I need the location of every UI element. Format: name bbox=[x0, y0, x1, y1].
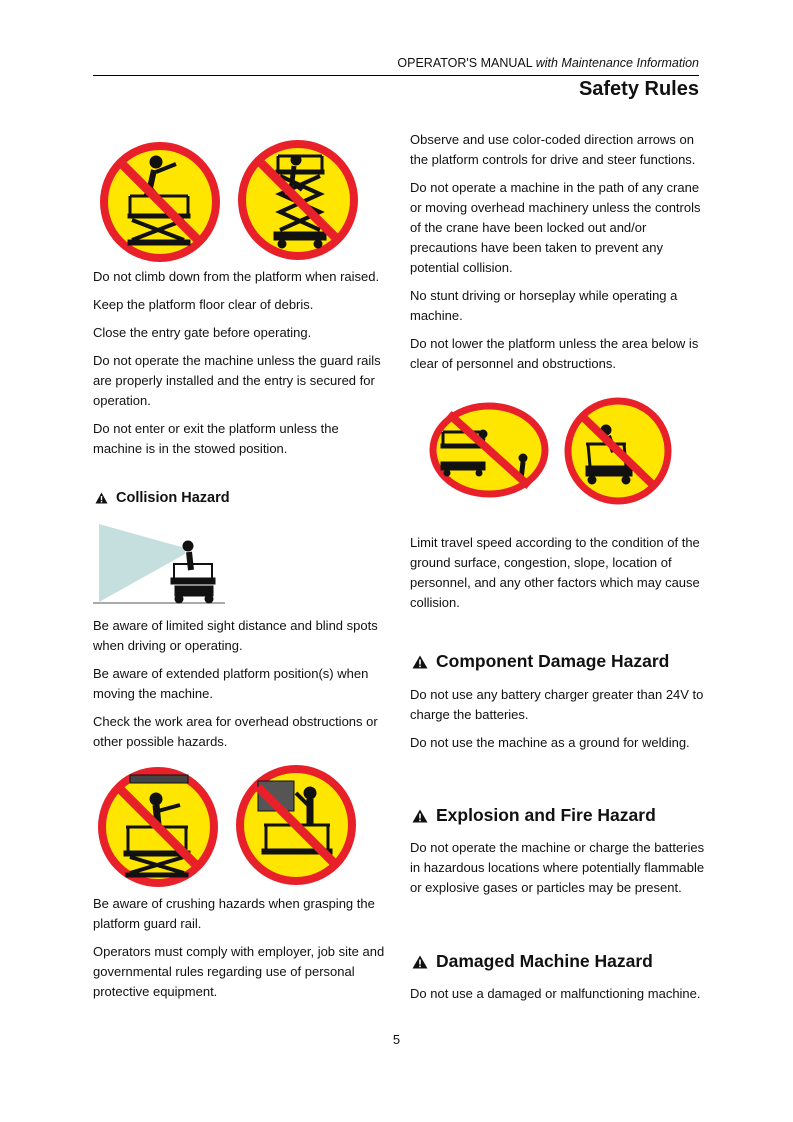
running-header bbox=[93, 56, 699, 70]
warning-icon bbox=[412, 655, 428, 669]
blind-spot-diagram bbox=[93, 520, 228, 606]
paragraph: Do not operate the machine or charge the batteries in hazardous locations where potentially flammable or explosive gases or particles may be present. bbox=[410, 840, 705, 895]
paragraph: Do not use the machine as a ground for welding. bbox=[410, 735, 690, 750]
right-block-2 bbox=[410, 533, 705, 621]
paragraph: Do not enter or exit the platform unless the machine is in the stowed position. bbox=[93, 421, 339, 456]
left-block-2 bbox=[93, 616, 388, 760]
manual-title: OPERATOR'S MANUAL bbox=[397, 56, 533, 70]
no-climbing-rails-sign bbox=[98, 140, 222, 264]
header-rule bbox=[93, 75, 699, 76]
paragraph: Operators must comply with employer, job site and governmental rules regarding use of personal protective equipment. bbox=[93, 944, 385, 999]
page-number: 5 bbox=[392, 1032, 401, 1047]
warning-icon bbox=[412, 955, 428, 969]
paragraph: Close the entry gate before operating. bbox=[93, 325, 312, 340]
paragraph: Do not climb down from the platform when raised. bbox=[93, 269, 380, 284]
warning-icon bbox=[95, 492, 108, 504]
damaged-machine-text bbox=[410, 984, 705, 1012]
paragraph: Check the work area for overhead obstructions or other possible hazards. bbox=[93, 714, 378, 749]
paragraph: Observe and use color-coded direction arrows on the platform controls for drive and steer functions. bbox=[410, 132, 696, 167]
paragraph: Keep the platform floor clear of debris. bbox=[93, 297, 314, 312]
paragraph: Do not use a damaged or malfunctioning machine. bbox=[410, 986, 701, 1001]
paragraph: Be aware of crushing hazards when grasping the platform guard rail. bbox=[93, 896, 375, 931]
paragraph: Do not operate a machine in the path of any crane or moving overhead machinery unless the controls of the crane have been locked out and/or precautions have been taken to prevent any potential collision. bbox=[410, 180, 701, 275]
paragraph: Be aware of extended platform position(s) when moving the machine. bbox=[93, 666, 369, 701]
no-climbing-scissor-sign bbox=[236, 138, 360, 262]
explosion-fire-text bbox=[410, 838, 705, 906]
paragraph: Do not operate the machine unless the guard rails are properly installed and the entry is secured for operation. bbox=[93, 353, 381, 408]
left-block-3 bbox=[93, 894, 388, 1010]
crush-hazard-sign-1 bbox=[96, 765, 220, 889]
collision-hazard-heading: Collision Hazard bbox=[95, 490, 230, 506]
paragraph: Do not lower the platform unless the area below is clear of personnel and obstructions. bbox=[410, 336, 699, 371]
section-title: Safety Rules bbox=[578, 78, 699, 100]
explosion-fire-heading: Explosion and Fire Hazard bbox=[412, 805, 656, 826]
damaged-machine-heading: Damaged Machine Hazard bbox=[412, 951, 653, 972]
paragraph: Do not use any battery charger greater than 24V to charge the batteries. bbox=[410, 687, 704, 722]
warning-icon bbox=[412, 809, 428, 823]
manual-subtitle: with Maintenance Information bbox=[535, 56, 699, 70]
paragraph: Be aware of limited sight distance and blind spots when driving or operating. bbox=[93, 618, 378, 653]
paragraph: No stunt driving or horseplay while operating a machine. bbox=[410, 288, 678, 323]
no-lowering-personnel-sign bbox=[427, 400, 551, 500]
left-block-1 bbox=[93, 267, 388, 467]
paragraph: Limit travel speed according to the condition of the ground surface, congestion, slope, location of personnel, and any other factors which may cause collision. bbox=[410, 535, 700, 610]
no-horseplay-sign bbox=[562, 396, 674, 506]
component-damage-text bbox=[410, 685, 705, 761]
component-damage-heading: Component Damage Hazard bbox=[412, 651, 669, 672]
crush-hazard-sign-2 bbox=[234, 763, 358, 887]
right-block-1 bbox=[410, 130, 705, 382]
